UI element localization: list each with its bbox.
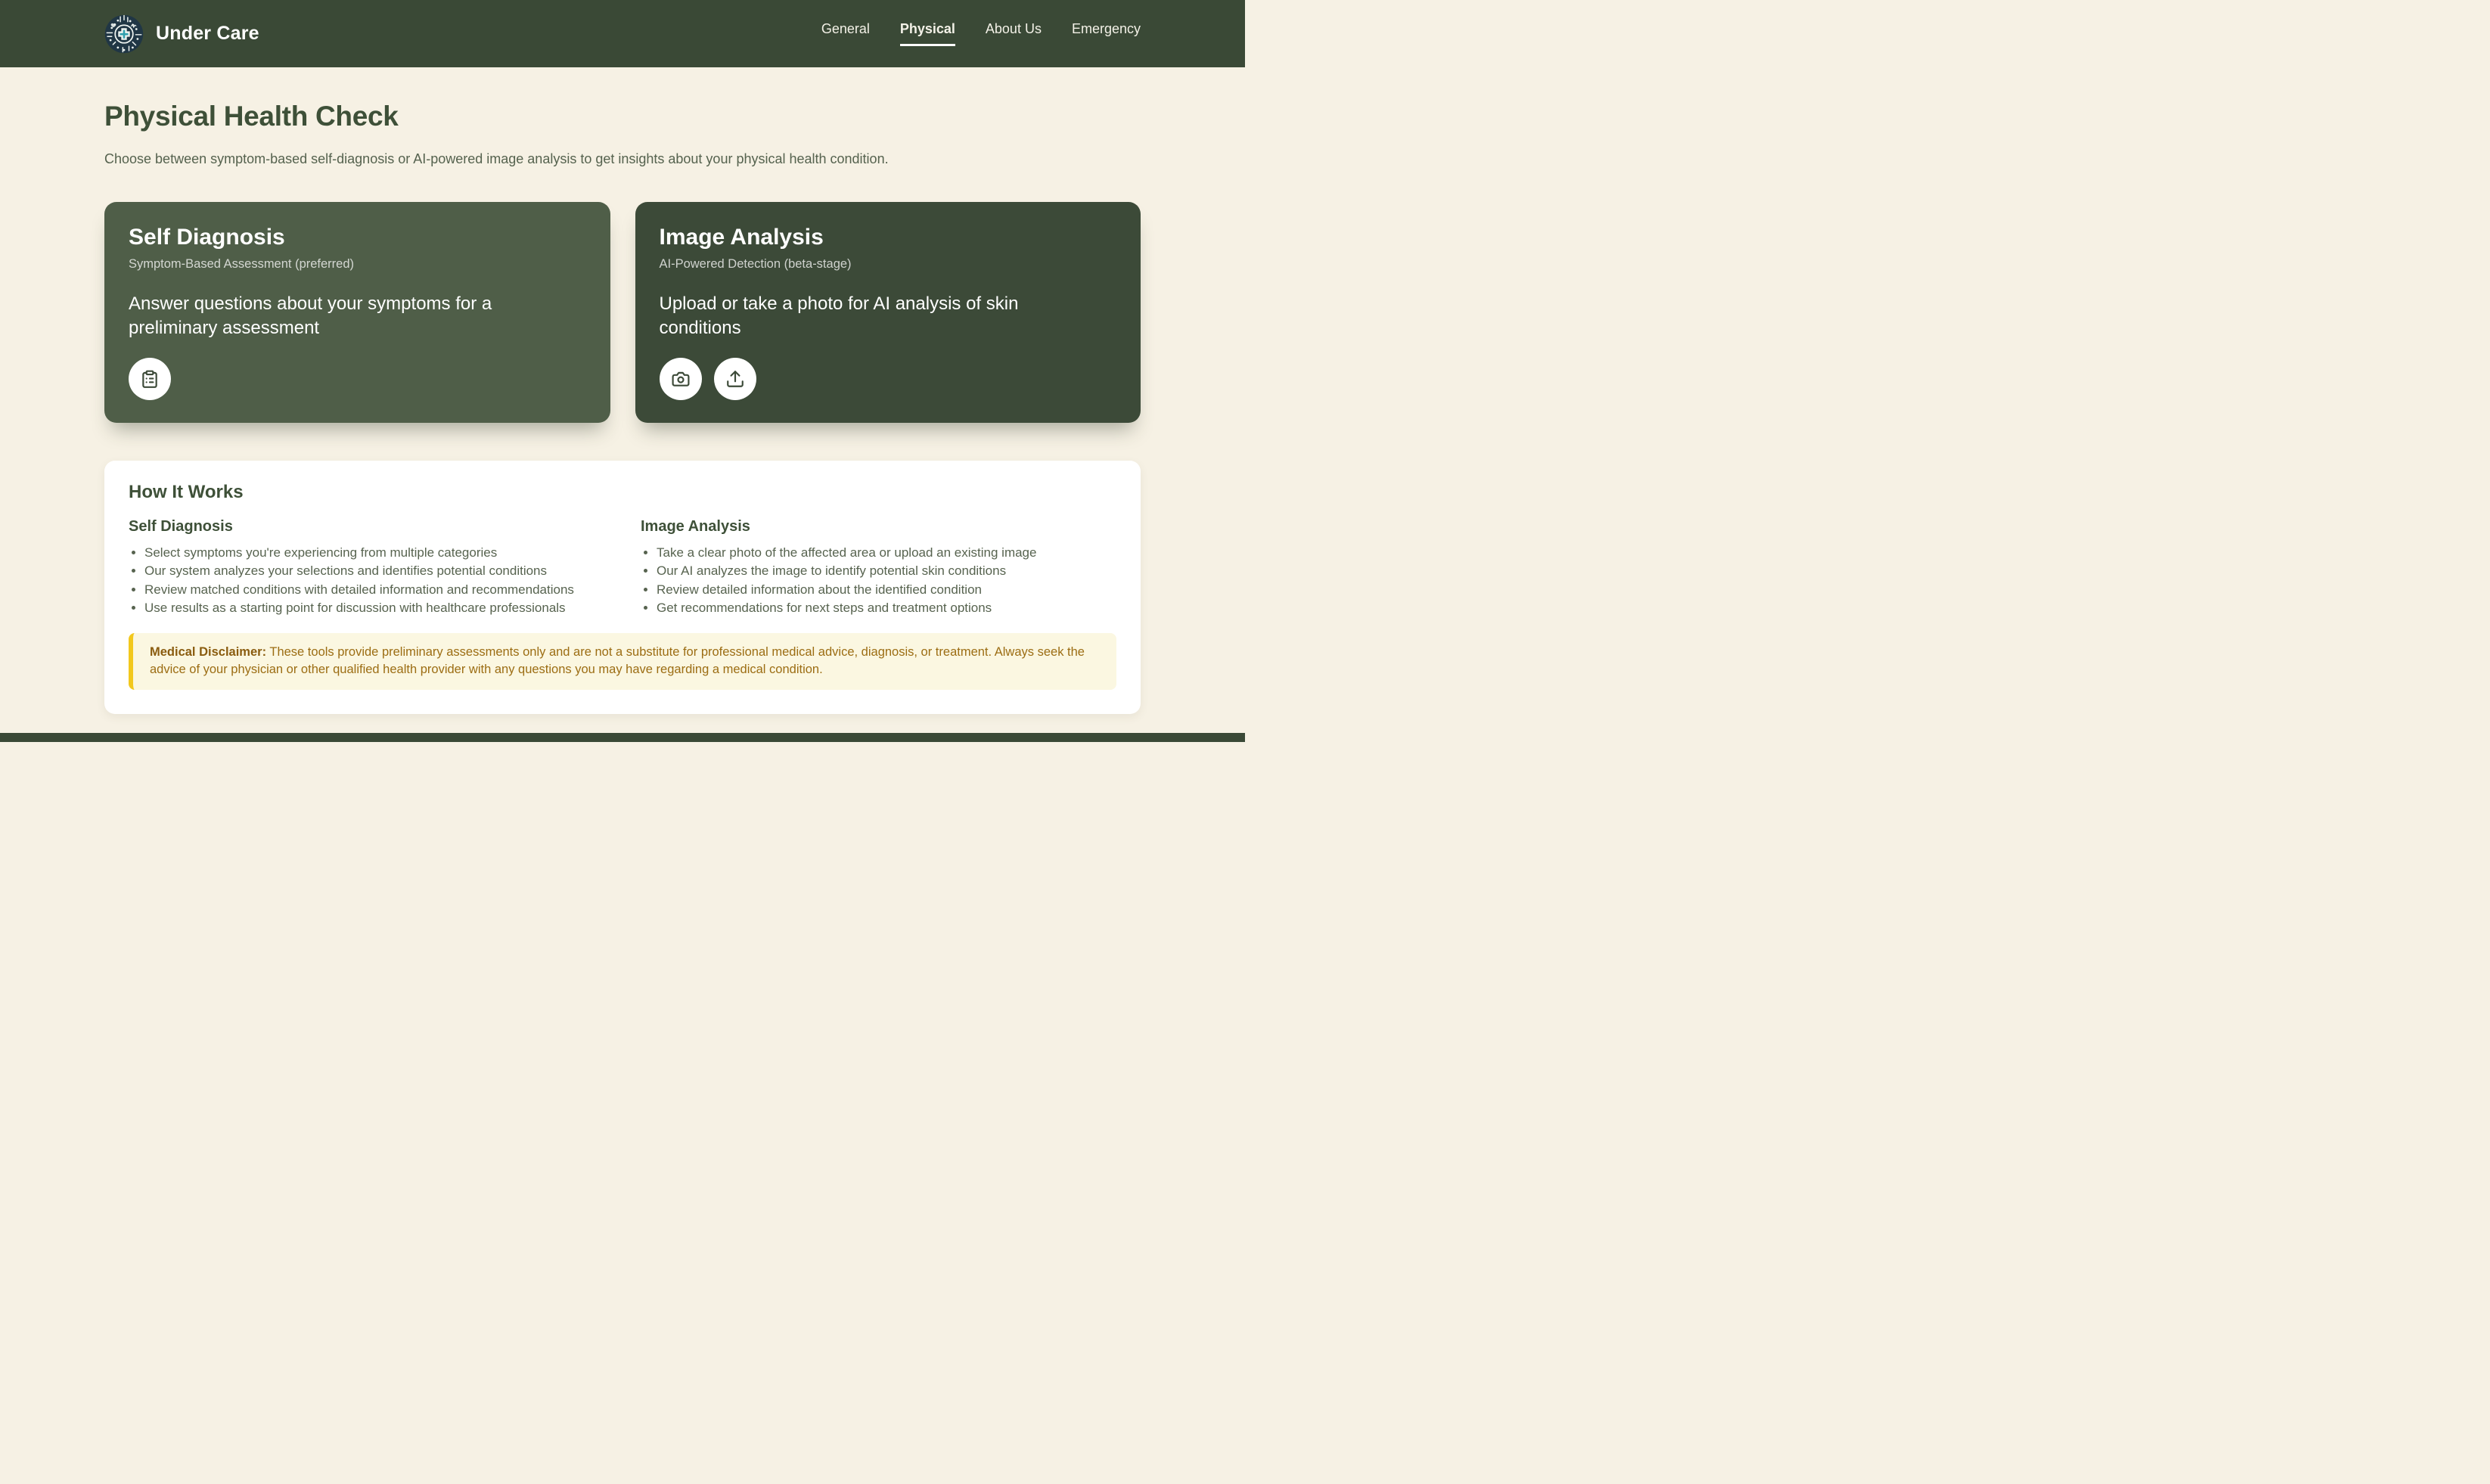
self-diagnosis-card[interactable] <box>104 202 610 423</box>
header <box>0 0 1245 67</box>
how-it-works-card <box>104 461 1141 714</box>
image-analysis-title: Image Analysis <box>659 225 824 250</box>
how-self-diagnosis-column <box>129 518 604 618</box>
footer <box>0 733 1245 742</box>
nav-link-general[interactable]: General <box>821 21 870 36</box>
upload-image-button[interactable] <box>714 358 756 400</box>
how-image-analysis-list <box>641 544 1116 617</box>
upload-icon <box>725 369 745 389</box>
main-nav <box>821 21 1141 46</box>
medical-disclaimer-text: These tools provide preliminary assessments only and are not a substitute for professional medical advice, diagnosis, or treatment. Always seek the advice of your physician or other qualified health provider with any questions you may have regarding a medical condition. <box>150 644 1085 677</box>
list-item: • Use results as a starting point for discussion with healthcare professionals <box>144 599 604 616</box>
main-content <box>0 67 1245 733</box>
how-image-analysis-column <box>641 518 1116 618</box>
self-diagnosis-title: Self Diagnosis <box>129 225 285 250</box>
nav-link-physical[interactable]: Physical <box>900 21 955 46</box>
image-analysis-card[interactable] <box>635 202 1141 423</box>
header-inner <box>104 0 1141 67</box>
take-photo-button[interactable] <box>660 358 702 400</box>
image-analysis-actions <box>660 358 1117 400</box>
self-diagnosis-description: Answer questions about your symptoms for a preliminary assessment <box>129 293 492 339</box>
clipboard-icon <box>140 369 160 389</box>
list-item: • Select symptoms you're experiencing from multiple categories <box>144 544 604 561</box>
under-care-logo-icon <box>104 14 144 54</box>
medical-disclaimer-label: Medical Disclaimer: <box>150 644 267 659</box>
page-subtitle: Choose between symptom-based self-diagnosis or AI-powered image analysis to get insights about your physical health condition. <box>104 151 889 166</box>
list-item: • Our AI analyzes the image to identify potential skin conditions <box>657 562 1116 579</box>
list-item: • Take a clear photo of the affected area or upload an existing image <box>657 544 1116 561</box>
how-image-analysis-heading: Image Analysis <box>641 518 750 535</box>
page-title: Physical Health Check <box>104 101 399 132</box>
image-analysis-subtitle: AI-Powered Detection (beta-stage) <box>659 257 852 271</box>
self-diagnosis-actions <box>129 358 586 400</box>
list-item: • Get recommendations for next steps and treatment options <box>657 599 1116 616</box>
how-it-works-columns <box>129 518 1116 618</box>
list-item: • Review matched conditions with detailed information and recommendations <box>144 581 604 598</box>
list-item: • Our system analyzes your selections and identifies potential conditions <box>144 562 604 579</box>
nav-link-emergency[interactable]: Emergency <box>1071 21 1141 36</box>
brand[interactable] <box>104 14 259 54</box>
how-self-diagnosis-list <box>129 544 604 617</box>
self-diagnosis-subtitle: Symptom-Based Assessment (preferred) <box>129 257 355 271</box>
image-analysis-description: Upload or take a photo for AI analysis of skin conditions <box>659 293 1019 339</box>
list-item: • Review detailed information about the identified condition <box>657 581 1116 598</box>
medical-disclaimer <box>129 633 1116 690</box>
start-questionnaire-button[interactable] <box>129 358 171 400</box>
nav-link-about-us[interactable]: About Us <box>985 21 1042 36</box>
how-it-works-title: How It Works <box>129 482 244 502</box>
page-head <box>104 67 1141 167</box>
option-cards <box>104 202 1141 423</box>
brand-name: Under Care <box>156 23 259 44</box>
how-self-diagnosis-heading: Self Diagnosis <box>129 518 233 535</box>
camera-icon <box>671 369 691 389</box>
